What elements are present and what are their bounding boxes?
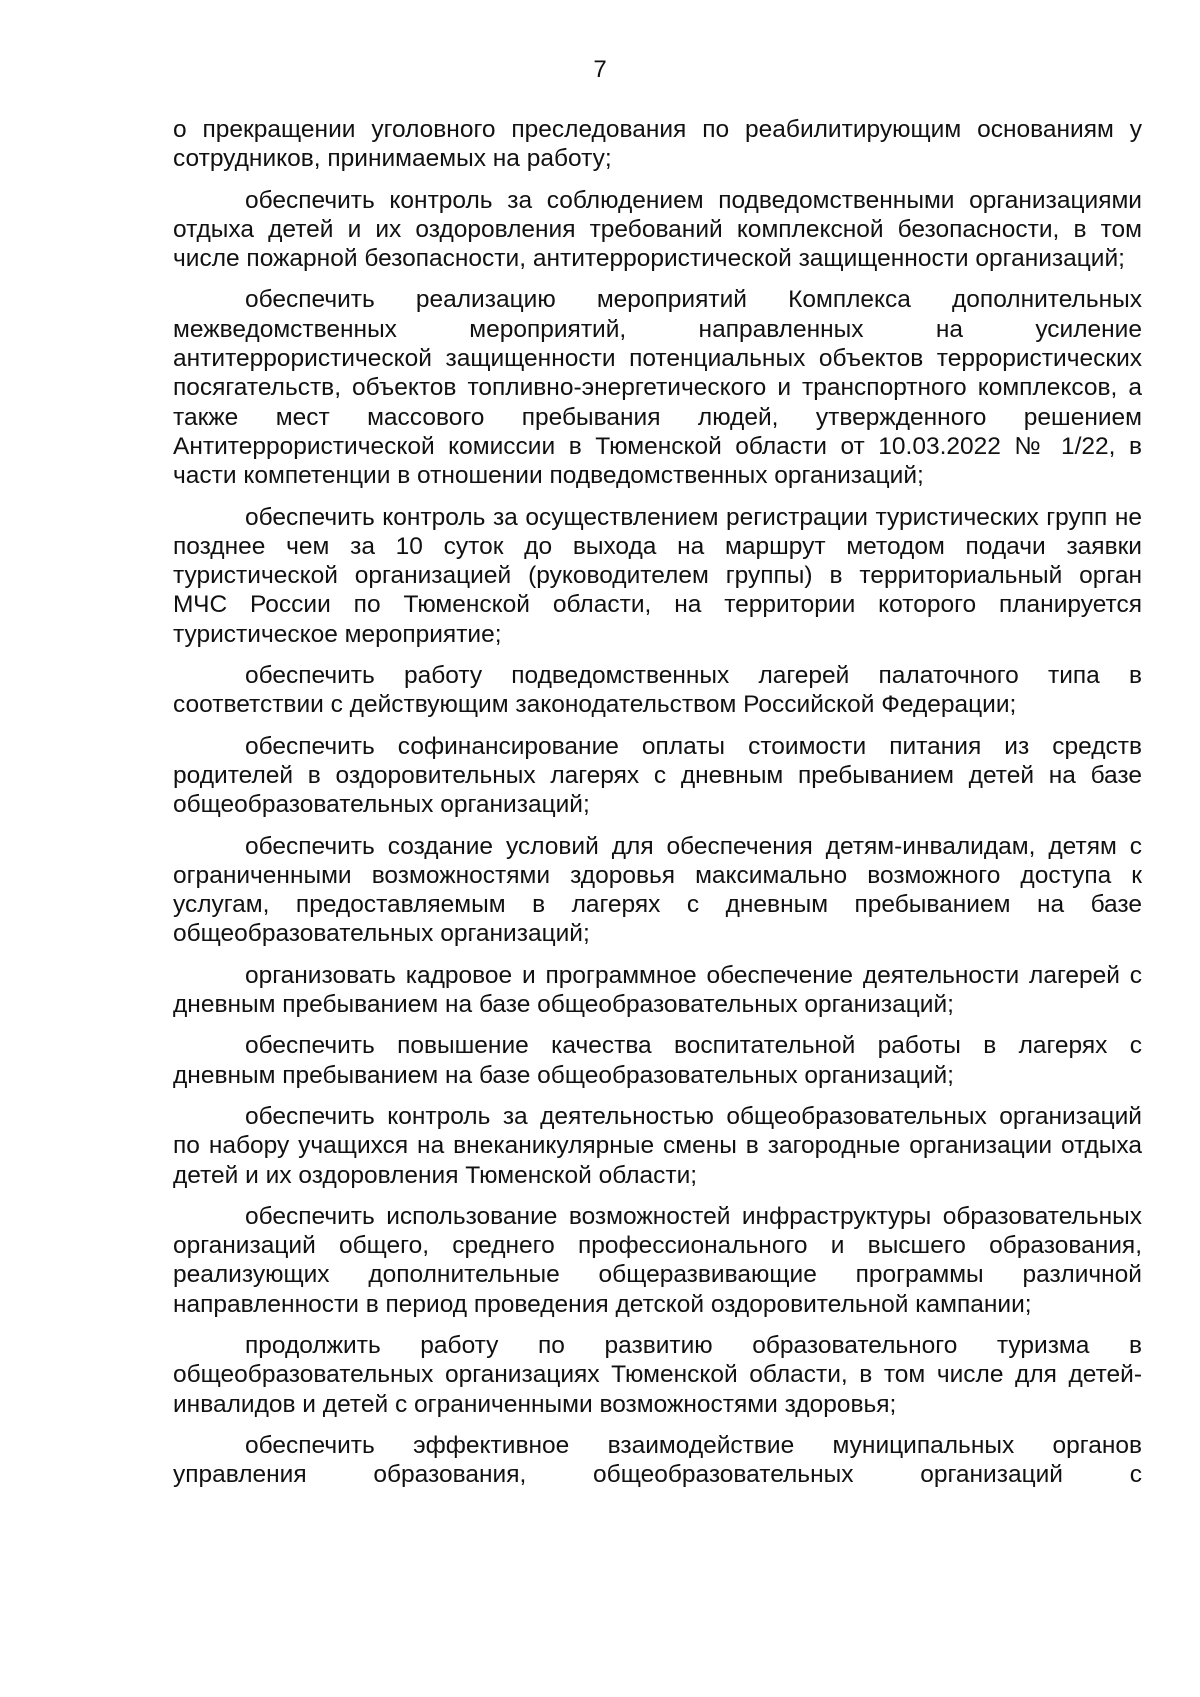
paragraph: организовать кадровое и программное обеспечение деятельности лагерей с дневным пребыванием на базе общеобразовательных организаций; xyxy=(173,961,1142,1019)
paragraph: обеспечить контроль за соблюдением подведомственными организациями отдыха детей и их оздоровления требований комплексной безопасности, в том числе пожарной безопасности, антитеррористической защищенности организаций; xyxy=(173,186,1142,273)
paragraph: обеспечить создание условий для обеспечения детям-инвалидам, детям с ограниченными возможностями здоровья максимально возможного доступа к услугам, предоставляемым в лагерях с дневным пребыванием на базе общеобразовательных организаций; xyxy=(173,832,1142,948)
paragraph: обеспечить софинансирование оплаты стоимости питания из средств родителей в оздоровительных лагерях с дневным пребыванием детей на базе общеобразовательных организаций; xyxy=(173,732,1142,819)
page-number: 7 xyxy=(593,56,607,83)
paragraph: обеспечить повышение качества воспитательной работы в лагерях с дневным пребыванием на базе общеобразовательных организаций; xyxy=(173,1032,1142,1089)
paragraph: обеспечить работу подведомственных лагерей палаточного типа в соответствии с действующим законодательством Российской Федерации; xyxy=(173,662,1142,719)
paragraph-truncated: обеспечить эффективное взаимодействие муниципальных органов управления образования, общеобразовательных организаций с xyxy=(173,1431,1142,1489)
paragraph: обеспечить реализацию мероприятий Комплекса дополнительных межведомственных мероприятий, направленных на усиление антитеррористической защищенности потенциальных объектов террористических посягательств, объектов топливно-энергетического и транспортного комплексов, а также мест массового пребывания людей, утвержденного решением Антитеррористической комиссии в Тюменской области от 10.03.2022 № 1/22, в части компетенции в отношении подведомственных организаций; xyxy=(173,286,1142,490)
document-body xyxy=(173,115,1142,1489)
paragraph: обеспечить контроль за осуществлением регистрации туристических групп не позднее чем за 10 суток до выхода на маршрут методом подачи заявки туристической организацией (руководителем группы) в территориальный орган МЧС России по Тюменской области, на территории которого планируется туристическое мероприятие; xyxy=(173,503,1142,648)
paragraph-continuation: о прекращении уголовного преследования по реабилитирующим основаниям у сотрудников, принимаемых на работу; xyxy=(173,116,1142,173)
paragraph: обеспечить контроль за деятельностью общеобразовательных организаций по набору учащихся на внеканикулярные смены в загородные организации отдыха детей и их оздоровления Тюменской области; xyxy=(173,1102,1142,1189)
paragraph: обеспечить использование возможностей инфраструктуры образовательных организаций общего, среднего профессионального и высшего образования, реализующих дополнительные общеразвивающие программы различной направленности в период проведения детской оздоровительной кампании; xyxy=(173,1202,1142,1318)
paragraph: продолжить работу по развитию образовательного туризма в общеобразовательных организациях Тюменской области, в том числе для детей-инвалидов и детей с ограниченными возможностями здоровья; xyxy=(173,1331,1142,1418)
